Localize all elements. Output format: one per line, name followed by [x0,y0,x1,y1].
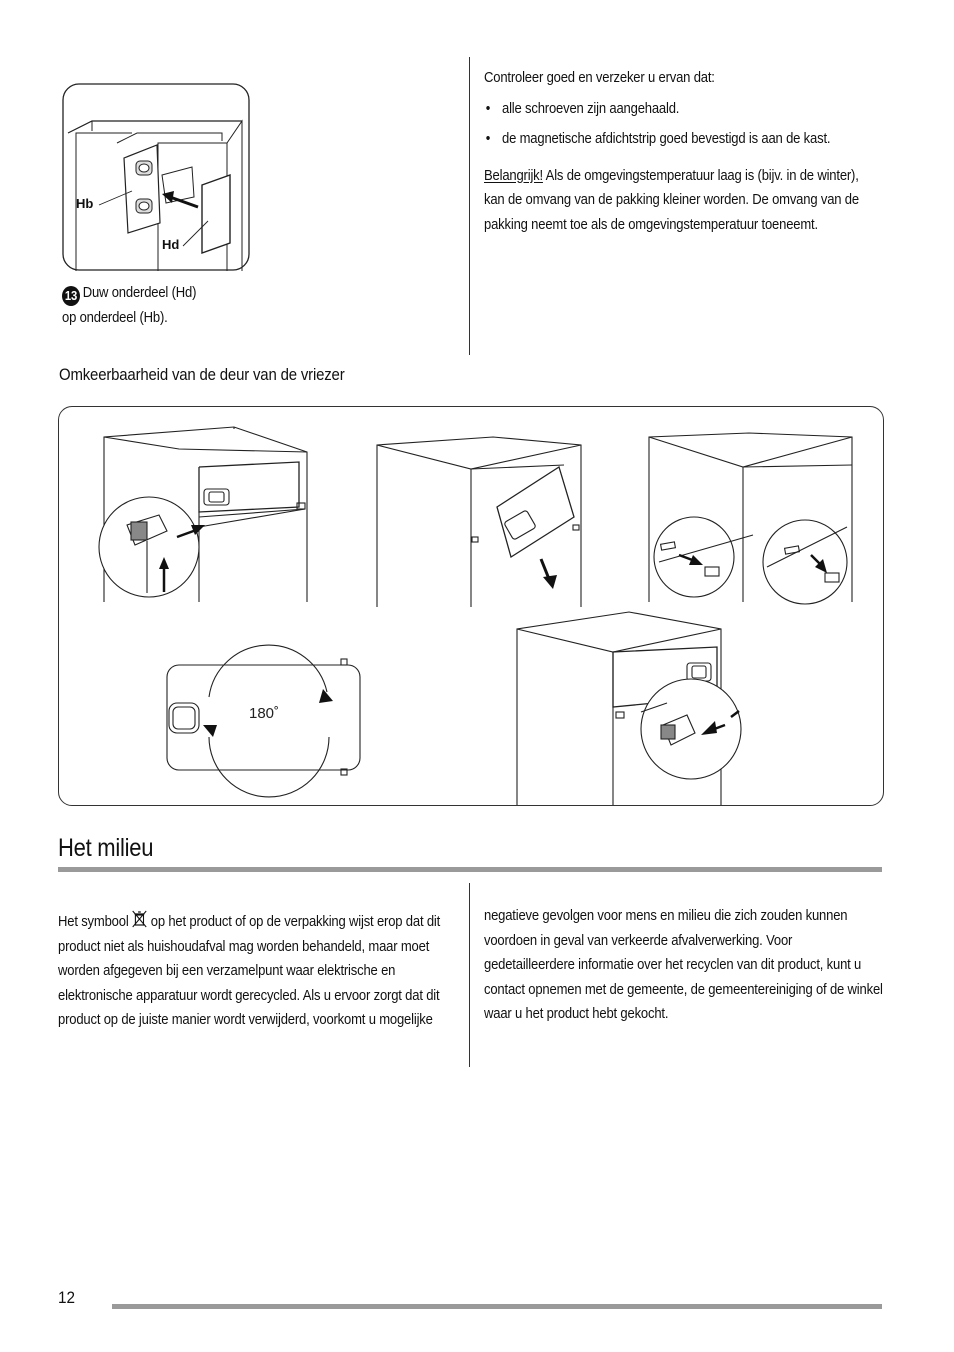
important-text: Als de omgevingstemperatuur laag is (bijv. in de winter), kan de omvang van de pakking kleiner worden. De omvang van de pakking neemt toe als de omgevingstemperatuur toeneemt. [484,167,859,233]
check-intro: Controleer goed en verzeker u ervan dat: [484,70,715,86]
hd-label: Hd [162,237,180,252]
step-swap-plugs-illustration [649,433,852,604]
step-number-badge: 13 [62,286,80,306]
column-divider-top [469,57,470,355]
page-number: 12 [58,1288,76,1307]
environment-text-continued: negatieve gevolgen voor mens en milieu die zich zouden kunnen voordoen in geval van verkeerde afvalverwerking. Voor gedetailleerdere informatie over het recyclen van dit product, kunt u contact opnemen met de gemeente, de gemeentereiniging of de winkel waar u het product hebt gekocht. [484,908,883,1022]
check-list [484,97,880,152]
crossed-out-bin-icon [132,910,147,928]
check-item: • alle schroeven zijn aangehaald. [484,97,880,122]
door-reversal-figure [58,406,884,806]
step-remove-hinge-illustration [99,427,307,602]
figure-13-caption [62,281,262,331]
hb-label: Hb [76,196,94,211]
environment-col-1 [58,910,503,1033]
important-paragraph [484,164,880,238]
figure-13-illustration [62,83,250,271]
check-section [484,66,924,237]
environment-text-before: Het symbool [58,914,132,930]
footer-rule [112,1304,882,1309]
environment-heading: Het milieu [58,834,154,862]
reversibility-heading: Omkeerbaarheid van de deur van de vriezer [59,365,345,384]
environment-col-2 [484,904,929,1027]
check-item: • de magnetische afdichtstrip goed bevestigd is aan de kast. [484,127,880,152]
important-label: Belangrijk! [484,167,543,184]
rotation-angle-label: 180˚ [249,705,280,722]
heading-rule [58,867,882,872]
step-refit-hinge-illustration [517,612,741,805]
environment-text-after: op het product of op de verpakking wijst erop dat dit product niet als huishoudafval mag worden behandeld, maar moet worden afgegeven bij een verzamelpunt waar elektrische en elektronische apparatuur wordt gerecycled. Als u ervoor zorgt dat dit product op de juiste manier wordt verwijderd, voorkomt u mogelijke [58,914,441,1028]
caption-line-1: Duw onderdeel (Hd) [82,285,197,301]
caption-line-2: op onderdeel (Hb). [62,310,168,326]
